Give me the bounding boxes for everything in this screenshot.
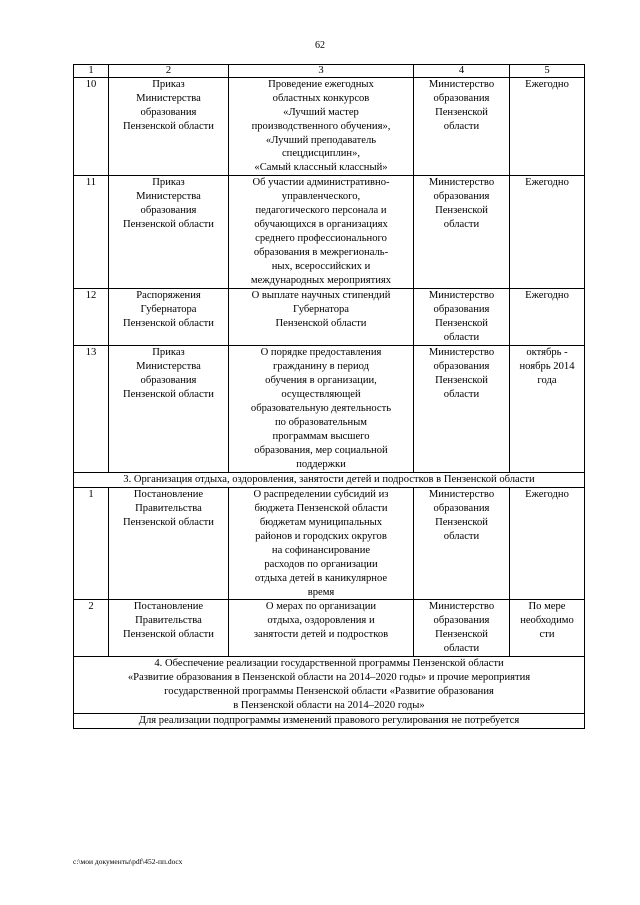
executor xyxy=(414,487,510,600)
executor-line: Министерство xyxy=(428,290,495,302)
act-title-line: бюджета Пензенской области xyxy=(254,502,388,514)
deadline xyxy=(510,487,585,600)
deadline-line: Ежегодно xyxy=(525,78,569,90)
executor-line: области xyxy=(443,332,480,344)
deadline-line: сти xyxy=(539,629,555,641)
section-3-heading: 3. Организация отдыха, оздоровления, занятости детей и подростков в Пензенской области xyxy=(74,472,585,487)
table-row xyxy=(74,487,585,600)
act-title-line: «Лучший преподаватель xyxy=(265,134,377,146)
table-row xyxy=(74,289,585,346)
act-title-line: образовательную деятельность xyxy=(250,402,392,414)
column-number-header: 3 xyxy=(229,65,414,78)
deadline xyxy=(510,600,585,657)
table-row xyxy=(74,77,585,176)
act-title-line: Губернатора xyxy=(292,304,349,316)
document-type-line: Правительства xyxy=(135,502,202,514)
act-title-line: время xyxy=(307,586,335,598)
act-title-line: обучающихся в организациях xyxy=(254,219,388,231)
executor-line: Пензенской xyxy=(435,629,488,641)
document-type-line: Пензенской области xyxy=(123,219,214,231)
act-title-line: программам высшего xyxy=(272,430,370,442)
deadline-line: ноябрь 2014 xyxy=(519,361,575,373)
act-title-line: областных конкурсов xyxy=(272,92,370,104)
executor-line: Министерство xyxy=(428,347,495,359)
row-number: 1 xyxy=(74,487,109,600)
act-title-line: спецдисциплин», xyxy=(281,148,361,160)
section-4-heading-line: 4. Обеспечение реализации государственной программы Пензенской области xyxy=(154,658,504,670)
document-type-line: Приказ xyxy=(152,177,185,189)
row-number: 11 xyxy=(74,176,109,289)
act-title-line: отдыха, оздоровления и xyxy=(267,615,375,627)
deadline xyxy=(510,346,585,473)
act-title-line: международных мероприятиях xyxy=(250,275,392,287)
document-type-line: Приказ xyxy=(152,78,185,90)
document-type-line: Пензенской области xyxy=(123,318,214,330)
deadline xyxy=(510,176,585,289)
act-title-line: ных, всероссийских и xyxy=(271,261,371,273)
document-type-line: Пензенской области xyxy=(123,388,214,400)
section-4-heading-line: государственной программы Пензенской области «Развитие образования xyxy=(164,686,494,698)
act-title-line: управленческого, xyxy=(281,191,361,203)
act-title xyxy=(229,176,414,289)
column-number-header: 2 xyxy=(109,65,229,78)
act-title-line: «Самый классный классный» xyxy=(254,162,388,174)
document-type-line: Правительства xyxy=(135,615,202,627)
column-number-header: 1 xyxy=(74,65,109,78)
act-title-line: гражданину в период xyxy=(272,361,370,373)
act-title xyxy=(229,487,414,600)
table-row xyxy=(74,600,585,657)
act-title-line: Пензенской области xyxy=(275,318,367,330)
summary-note: Для реализации подпрограммы изменений правового регулирования не потребуется xyxy=(74,714,585,729)
executor-line: Министерство xyxy=(428,488,495,500)
deadline-line: необходимо xyxy=(520,615,574,627)
document-type-line: образования xyxy=(140,374,197,386)
act-title-line: производственного обучения», xyxy=(251,120,391,132)
act-title xyxy=(229,77,414,176)
section-4-heading-row xyxy=(74,657,585,714)
executor-line: Пензенской xyxy=(435,516,488,528)
table-row xyxy=(74,346,585,473)
executor-line: Пензенской xyxy=(435,318,488,330)
page-number: 62 xyxy=(315,40,325,51)
document-type-line: Пензенской области xyxy=(123,516,214,528)
executor-line: области xyxy=(443,219,480,231)
document-type-line: Пензенской области xyxy=(123,629,214,641)
file-path: c:\мои документы\pdf\452-пп.docx xyxy=(73,857,183,866)
table-row xyxy=(74,176,585,289)
document-type xyxy=(109,176,229,289)
act-title-line: на софинансирование xyxy=(271,544,371,556)
table-header-row xyxy=(74,65,585,78)
document-type-line: Приказ xyxy=(152,347,185,359)
act-title-line: обучения в организации, xyxy=(265,374,377,386)
column-number-header: 4 xyxy=(414,65,510,78)
act-title-line: бюджетам муниципальных xyxy=(259,516,383,528)
document-type-line: Министерства xyxy=(136,361,201,373)
section-4-heading-line: в Пензенской области на 2014–2020 годы» xyxy=(233,700,425,712)
document-type xyxy=(109,487,229,600)
section-4-heading-line: «Развитие образования в Пензенской области на 2014–2020 годы» и прочие мероприятия xyxy=(127,672,531,684)
executor-line: Пензенской xyxy=(435,106,488,118)
executor-line: образования xyxy=(433,92,490,104)
executor-line: Пензенской xyxy=(435,205,488,217)
act-title-line: «Лучший мастер xyxy=(283,106,359,118)
executor-line: образования xyxy=(433,502,490,514)
act-title-line: расходов по организации xyxy=(264,558,378,570)
summary-note-row xyxy=(74,714,585,729)
deadline xyxy=(510,77,585,176)
act-title xyxy=(229,346,414,473)
document-type-line: Пензенской области xyxy=(123,120,214,132)
document-type-line: Распоряжения xyxy=(136,290,201,302)
document-type-line: Постановление xyxy=(133,488,204,500)
act-title-line: среднего профессионального xyxy=(255,233,387,245)
executor-line: области xyxy=(443,120,480,132)
act-title xyxy=(229,600,414,657)
act-title-line: педагогического персонала и xyxy=(255,205,387,217)
document-type xyxy=(109,289,229,346)
deadline-line: года xyxy=(537,374,557,386)
executor-line: области xyxy=(443,643,480,655)
act-title-line: образования, мер социальной xyxy=(254,444,388,456)
executor xyxy=(414,176,510,289)
document-type-line: Министерства xyxy=(136,191,201,203)
row-number: 2 xyxy=(74,600,109,657)
act-title-line: О мерах по организации xyxy=(265,601,377,613)
act-title-line: Об участии административно- xyxy=(252,177,390,189)
deadline-line: По мере xyxy=(528,601,566,613)
act-title-line: занятости детей и подростков xyxy=(253,629,389,641)
act-title-line: О порядке предоставления xyxy=(260,347,382,359)
executor-line: Министерство xyxy=(428,78,495,90)
act-title-line: районов и городских округов xyxy=(255,530,387,542)
row-number: 13 xyxy=(74,346,109,473)
act-title-line: О распределении субсидий из xyxy=(253,488,389,500)
executor xyxy=(414,289,510,346)
executor-line: образования xyxy=(433,304,490,316)
document-type-line: Постановление xyxy=(133,601,204,613)
act-title-line: Проведение ежегодных xyxy=(268,78,374,90)
document-type-line: Губернатора xyxy=(140,304,197,316)
deadline-line: Ежегодно xyxy=(525,488,569,500)
document-type xyxy=(109,77,229,176)
deadline xyxy=(510,289,585,346)
document-type-line: Министерства xyxy=(136,92,201,104)
document-type xyxy=(109,600,229,657)
section-4-heading xyxy=(74,657,585,714)
document-type-line: образования xyxy=(140,106,197,118)
deadline-line: октябрь - xyxy=(526,347,568,359)
deadline-line: Ежегодно xyxy=(525,290,569,302)
executor xyxy=(414,77,510,176)
act-title-line: О выплате научных стипендий xyxy=(251,290,391,302)
row-number: 12 xyxy=(74,289,109,346)
executor-line: образования xyxy=(433,191,490,203)
section-3-heading-row xyxy=(74,472,585,487)
act-title-line: поддержки xyxy=(296,458,346,470)
act-title xyxy=(229,289,414,346)
executor xyxy=(414,346,510,473)
legal-acts-table xyxy=(73,64,585,729)
executor-line: Министерство xyxy=(428,177,495,189)
executor-line: Пензенской xyxy=(435,374,488,386)
act-title-line: осуществляющей xyxy=(281,388,361,400)
document-type xyxy=(109,346,229,473)
act-title-line: образования в межрегиональ- xyxy=(253,247,389,259)
executor xyxy=(414,600,510,657)
executor-line: образования xyxy=(433,361,490,373)
document-type-line: образования xyxy=(140,205,197,217)
executor-line: образования xyxy=(433,615,490,627)
row-number: 10 xyxy=(74,77,109,176)
executor-line: области xyxy=(443,388,480,400)
executor-line: Министерство xyxy=(428,601,495,613)
column-number-header: 5 xyxy=(510,65,585,78)
act-title-line: по образовательным xyxy=(275,416,367,428)
deadline-line: Ежегодно xyxy=(525,177,569,189)
act-title-line: отдыха детей в каникулярное xyxy=(254,572,388,584)
executor-line: области xyxy=(443,530,480,542)
